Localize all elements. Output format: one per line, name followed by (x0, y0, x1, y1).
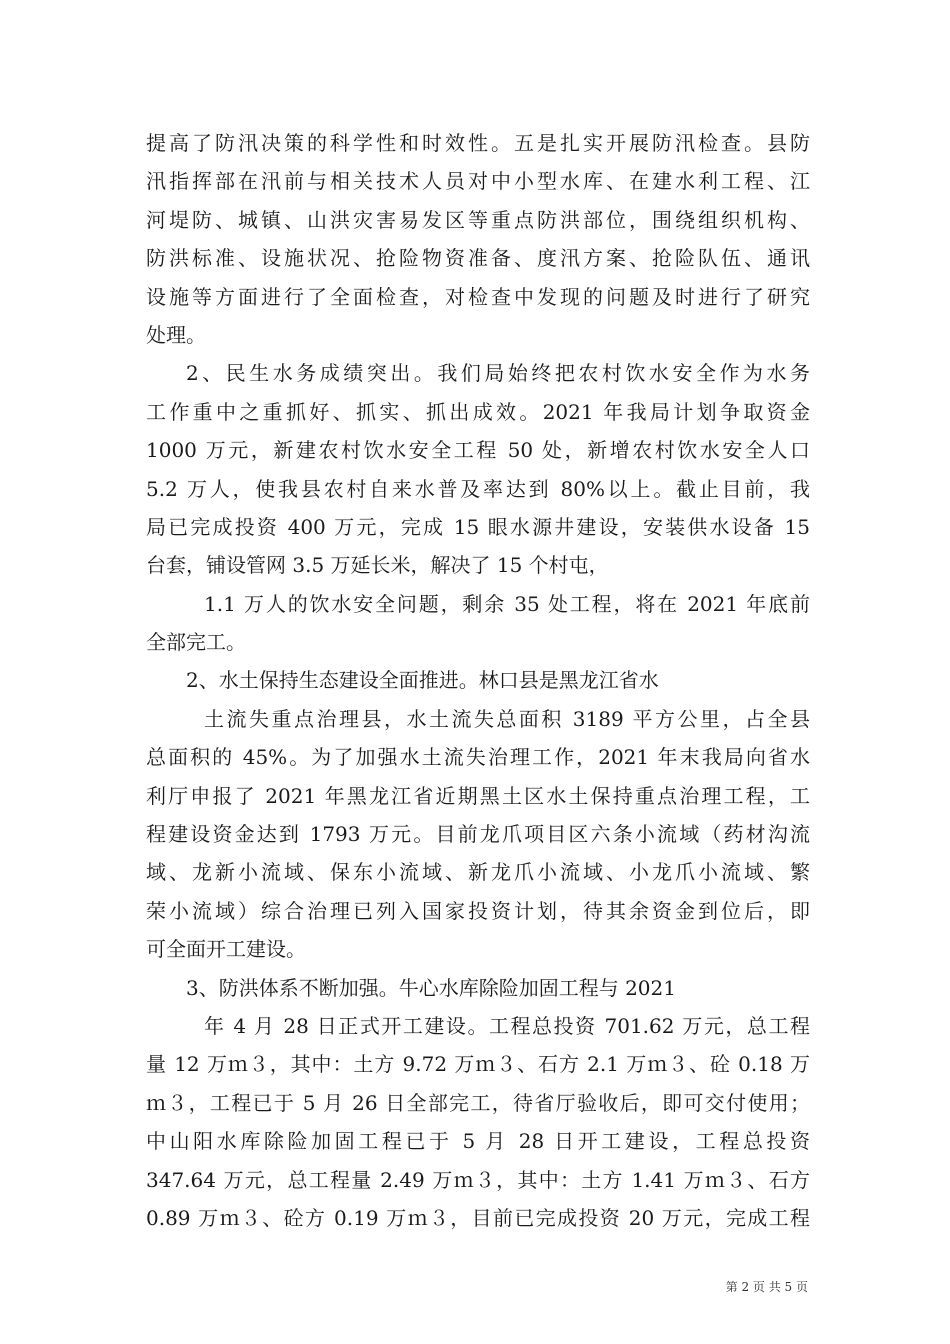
text-line: 1.1 万人的饮水安全问题，剩余 35 处工程，将在 2021 年底前 (204, 591, 810, 616)
text-line: 可全面开工建设。 (146, 937, 306, 962)
text-line: 提高了防汛决策的科学性和时效性。五是扎实开展防汛检查。县防 (146, 131, 810, 155)
text-line: 3、防洪体系不断加强。牛心水库除险加固工程与 2021 (186, 975, 676, 1000)
text-line: 处理。 (146, 322, 206, 347)
text-line: 0.89 万ｍ３、砼方 0.19 万ｍ３，目前已完成投资 20 万元，完成工程 (146, 1205, 810, 1230)
text-line: ｍ３，工程已于 5 月 26 日全部完工，待省厅验收后，即可交付使用； (146, 1090, 810, 1115)
text-line: 台套，铺设管网 3.5 万延长米，解决了 15 个村屯， (146, 553, 609, 578)
text-line: 工作重中之重抓好、抓实、抓出成效。2021 年我局计划争取资金 (146, 399, 810, 424)
page-number: 第 2 页 共 5 页 (725, 1280, 808, 1294)
text-line: 总面积的 45%。为了加强水土流失治理工作，2021 年末我局向省水 (146, 745, 810, 770)
text-line: 中山阳水库除险加固工程已于 5 月 28 日开工建设，工程总投资 (146, 1129, 810, 1154)
text-line: 1000 万元，新建农村饮水安全工程 50 处，新增农村饮水安全人口 (146, 438, 810, 463)
document-body (146, 124, 810, 1237)
text-line: 局已完成投资 400 万元，完成 15 眼水源井建设，安装供水设备 15 (146, 514, 810, 539)
text-line: 年 4 月 28 日正式开工建设。工程总投资 701.62 万元，总工程 (204, 1013, 810, 1038)
text-line: 量 12 万ｍ３，其中：土方 9.72 万ｍ３、石方 2.1 万ｍ３、砼 0.18 万 (146, 1052, 810, 1077)
text-line: 域、龙新小流域、保东小流域、新龙爪小流域、小龙爪小流域、繁 (146, 860, 810, 885)
text-line: 防洪标准、设施状况、抢险物资准备、度汛方案、抢险队伍、通讯 (146, 246, 810, 271)
text-line: 设施等方面进行了全面检查，对检查中发现的问题及时进行了研究 (146, 284, 810, 309)
text-line: 5.2 万人，使我县农村自来水普及率达到 80%以上。截止目前，我 (146, 476, 810, 501)
text-line: 荣小流域）综合治理已列入国家投资计划，待其余资金到位后，即 (146, 898, 810, 923)
text-line: 土流失重点治理县，水土流失总面积 3189 平方公里，占全县 (204, 706, 810, 731)
text-line: 程建设资金达到 1793 万元。目前龙爪项目区六条小流域（药材沟流 (146, 822, 810, 847)
text-line: 全部完工。 (146, 630, 246, 655)
text-line: 河堤防、城镇、山洪灾害易发区等重点防洪部位，围绕组织机构、 (146, 207, 810, 232)
text-line: 利厅申报了 2021 年黑龙江省近期黑土区水土保持重点治理工程，工 (146, 783, 810, 808)
text-line: 汛指挥部在汛前与相关技术人员对中小型水库、在建水利工程、江 (146, 169, 810, 194)
text-line: 347.64 万元，总工程量 2.49 万ｍ３，其中：土方 1.41 万ｍ３、石方 (146, 1167, 810, 1192)
text-line: 2、民生水务成绩突出。我们局始终把农村饮水安全作为水务 (186, 361, 810, 386)
text-line: 2、水土保持生态建设全面推进。林口县是黑龙江省水 (186, 668, 659, 693)
